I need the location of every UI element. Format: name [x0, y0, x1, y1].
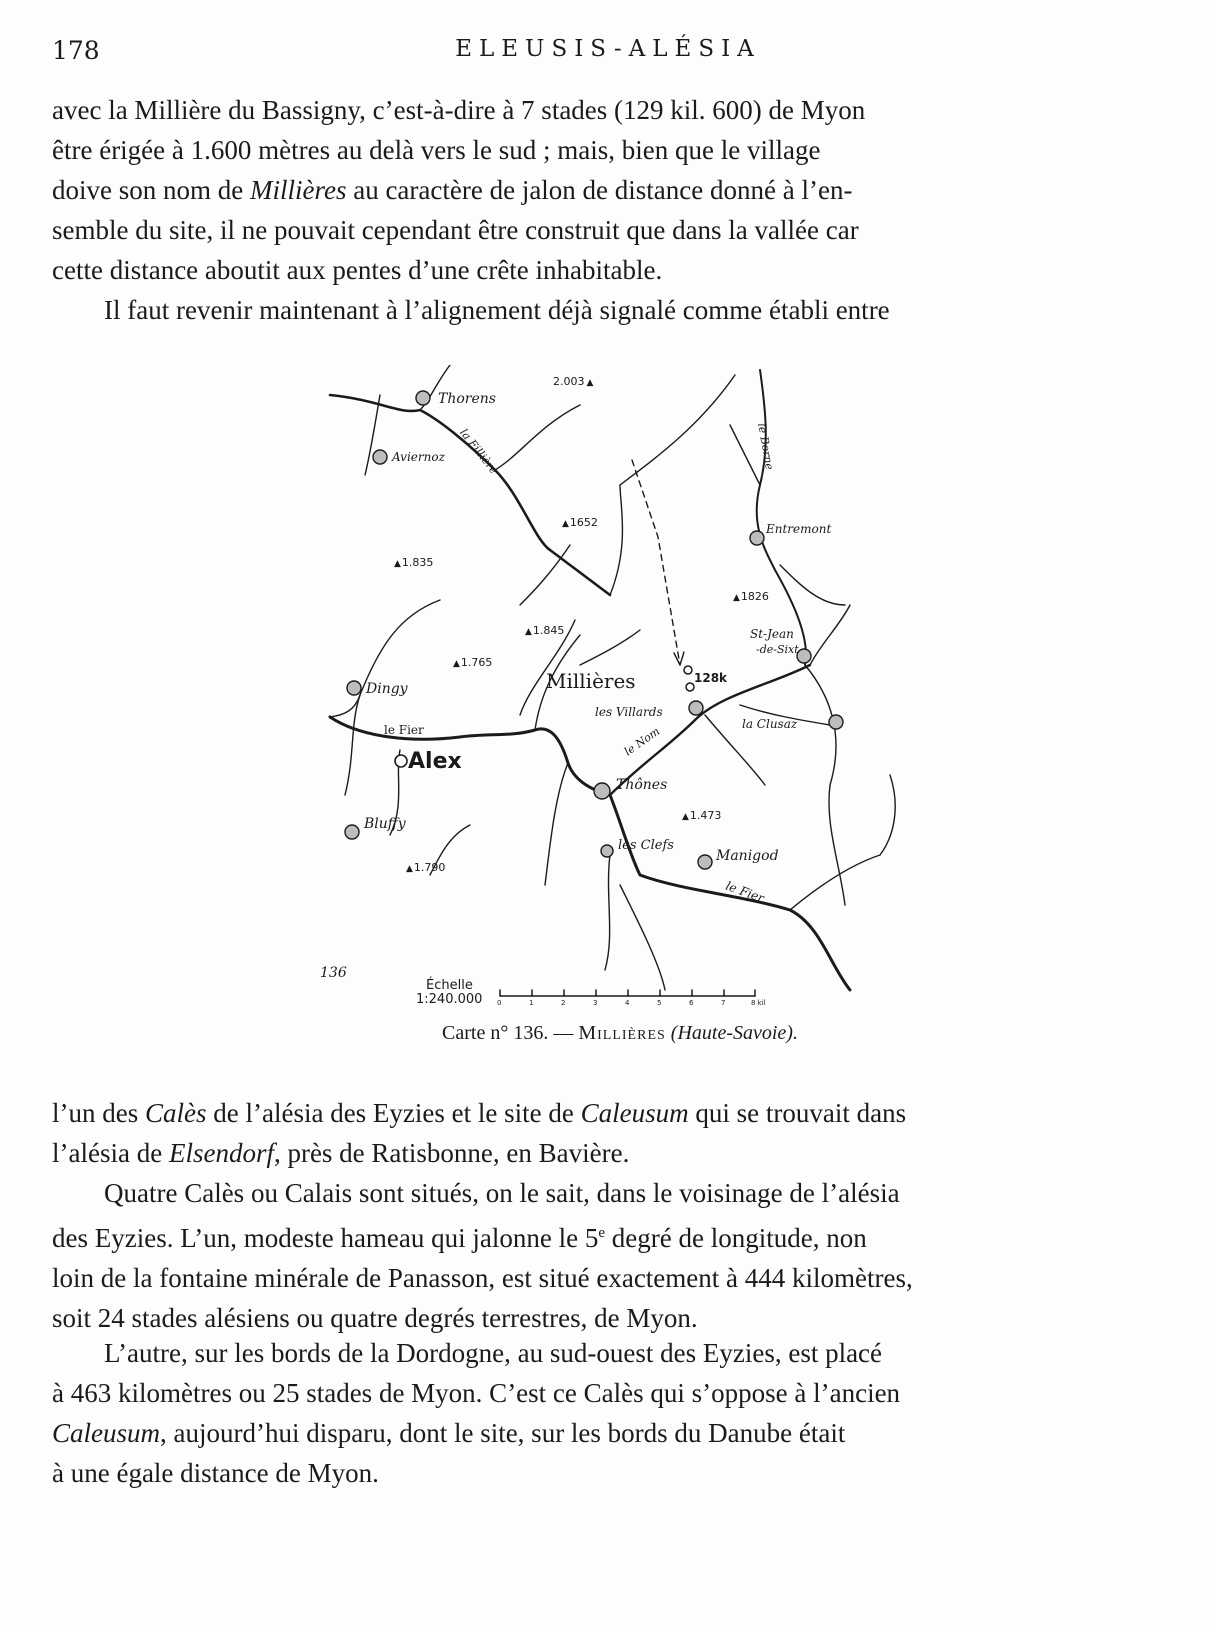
place-manigod: Manigod: [716, 848, 779, 864]
figure-number: 136: [320, 965, 347, 981]
river-label-fier-2: le Fier: [723, 878, 766, 906]
text-line: à 463 kilomètres ou 25 stades de Myon. C’est ce Calès qui s’oppose à l’ancien: [52, 1378, 901, 1408]
river-label-borne: le Borne: [755, 422, 777, 471]
paragraph-3: [52, 1093, 1164, 1173]
village-symbol-clusaz: [829, 715, 843, 729]
scale-tick-3: 3: [593, 999, 598, 1007]
text-line: soit 24 stades alésiens ou quatre degrés terrestres, de Myon.: [52, 1303, 698, 1333]
village-symbol-manigod: [698, 855, 712, 869]
tributary: [610, 485, 623, 595]
altitude-1845: ▲ 1.845: [525, 624, 564, 637]
village-symbol-villards: [689, 701, 703, 715]
tributary: [520, 545, 570, 605]
running-title: ELEUSIS-ALÉSIA: [455, 36, 761, 62]
text-line: à une égale distance de Myon.: [52, 1458, 379, 1488]
map-caption: Carte n° 136. — Millières (Haute-Savoie).: [442, 1022, 798, 1044]
scale-tick-4: 4: [625, 999, 630, 1007]
tributary: [880, 775, 895, 855]
tributary: [330, 600, 440, 717]
text-line: Caleusum, aujourd’hui disparu, dont le site, sur les bords du Danube était: [52, 1418, 846, 1448]
village-symbol-bluffy: [345, 825, 359, 839]
village-symbol-entremont: [750, 531, 764, 545]
river-label-fier-1: le Fier: [384, 723, 424, 737]
scale-tick-8: 8 kil: [751, 999, 766, 1007]
text-line: des Eyzies. L’un, modeste hameau qui jalonne le 5e degré de longitude, non: [52, 1223, 867, 1253]
millieres-point: [686, 683, 694, 691]
paragraph-5: [52, 1333, 1164, 1493]
tributary: [495, 405, 580, 470]
text-line: loin de la fontaine minérale de Panasson, est situé exactement à 444 kilomètres,: [52, 1263, 913, 1293]
altitude-1826: ▲ 1826: [733, 590, 769, 603]
text-line: être érigée à 1.600 mètres au delà vers le sud ; mais, bien que le village: [52, 135, 821, 165]
place-les-clefs: les Clefs: [618, 838, 674, 853]
tributary: [345, 695, 360, 795]
paragraph-1: [52, 90, 1164, 290]
page-header: [52, 36, 1164, 76]
altitude-1790: ▲ 1.790: [406, 861, 445, 874]
paragraph-4: [52, 1173, 1164, 1338]
altitude-1473: ▲ 1.473: [682, 809, 721, 822]
tributary: [810, 605, 850, 665]
scale-ratio: 1:240.000: [416, 992, 483, 1007]
river-borne: [757, 370, 806, 665]
village-symbol-clefs: [601, 845, 613, 857]
tributary: [545, 763, 568, 885]
paragraph-2: [52, 290, 1164, 330]
village-symbol-aviernoz: [373, 450, 387, 464]
scale-tick-5: 5: [657, 999, 662, 1007]
place-stjean-line2: -de-Sixt: [756, 643, 799, 656]
tributary: [730, 425, 760, 485]
scale-bar: [500, 990, 755, 996]
town-symbol-alex: [395, 755, 407, 767]
text-line: cette distance aboutit aux pentes d’une crête inhabitable.: [52, 255, 663, 285]
tributary: [580, 630, 640, 665]
map-figure: [320, 365, 920, 1065]
village-symbol-dingy: [347, 681, 361, 695]
text-line: Quatre Calès ou Calais sont situés, on le sait, dans le voisinage de l’alésia: [104, 1178, 900, 1208]
place-les-villards: les Villards: [595, 705, 663, 719]
river-label-filliere: la Fillière: [457, 426, 501, 477]
village-symbol-thones: [594, 783, 610, 799]
scale-tick-2: 2: [561, 999, 566, 1007]
village-symbol-thorens: [416, 391, 430, 405]
village-symbol-stjean: [797, 649, 811, 663]
altitude-1765: ▲ 1.765: [453, 656, 492, 669]
place-bluffy: Bluffy: [364, 816, 406, 832]
text-line: doive son nom de Millières au caractère de jalon de distance donné à l’en-: [52, 175, 853, 205]
page-number: 178: [52, 36, 100, 65]
tributary: [805, 665, 845, 905]
alignment-dashed-line: [632, 460, 680, 665]
place-stjean-line1: St-Jean: [750, 627, 794, 641]
scale-tick-0: 0: [497, 999, 502, 1007]
tributary: [790, 855, 880, 910]
place-thorens: Thorens: [438, 391, 496, 407]
scale-label: Échelle: [426, 978, 473, 993]
altitude-1835: ▲ 1.835: [394, 556, 433, 569]
text-line: Il faut revenir maintenant à l’alignement déjà signalé comme établi entre: [104, 295, 890, 325]
river-label-nom: le Nom: [621, 724, 663, 759]
tributary: [620, 885, 665, 990]
text-line: semble du site, il ne pouvait cependant être construit que dans la vallée car: [52, 215, 859, 245]
place-alex: Alex: [408, 749, 462, 774]
text-line: L’autre, sur les bords de la Dordogne, au sud-ouest des Eyzies, est placé: [104, 1338, 883, 1368]
place-la-clusaz: la Clusaz: [742, 717, 798, 731]
altitude-1652: ▲ 1652: [562, 516, 598, 529]
distance-point: [684, 666, 692, 674]
place-millieres: Millières: [546, 669, 636, 693]
place-thones: Thônes: [616, 777, 668, 793]
text-line: avec la Millière du Bassigny, c’est-à-dire à 7 stades (129 kil. 600) de Myon: [52, 95, 866, 125]
scale-tick-1: 1: [529, 999, 534, 1007]
text-line: l’un des Calès de l’alésia des Eyzies et le site de Caleusum qui se trouvait dans: [52, 1098, 907, 1128]
distance-marker: 128k: [694, 671, 728, 685]
altitude-2003: 2.003 ▲: [553, 375, 593, 388]
text-line: l’alésia de Elsendorf, près de Ratisbonne, en Bavière.: [52, 1138, 630, 1168]
place-entremont: Entremont: [766, 522, 832, 536]
scale-tick-6: 6: [689, 999, 694, 1007]
place-aviernoz: Aviernoz: [392, 450, 445, 464]
place-dingy: Dingy: [366, 681, 408, 697]
scale-tick-7: 7: [721, 999, 726, 1007]
river-fillière: [330, 395, 610, 595]
tributary: [605, 855, 610, 970]
tributary: [620, 375, 735, 485]
